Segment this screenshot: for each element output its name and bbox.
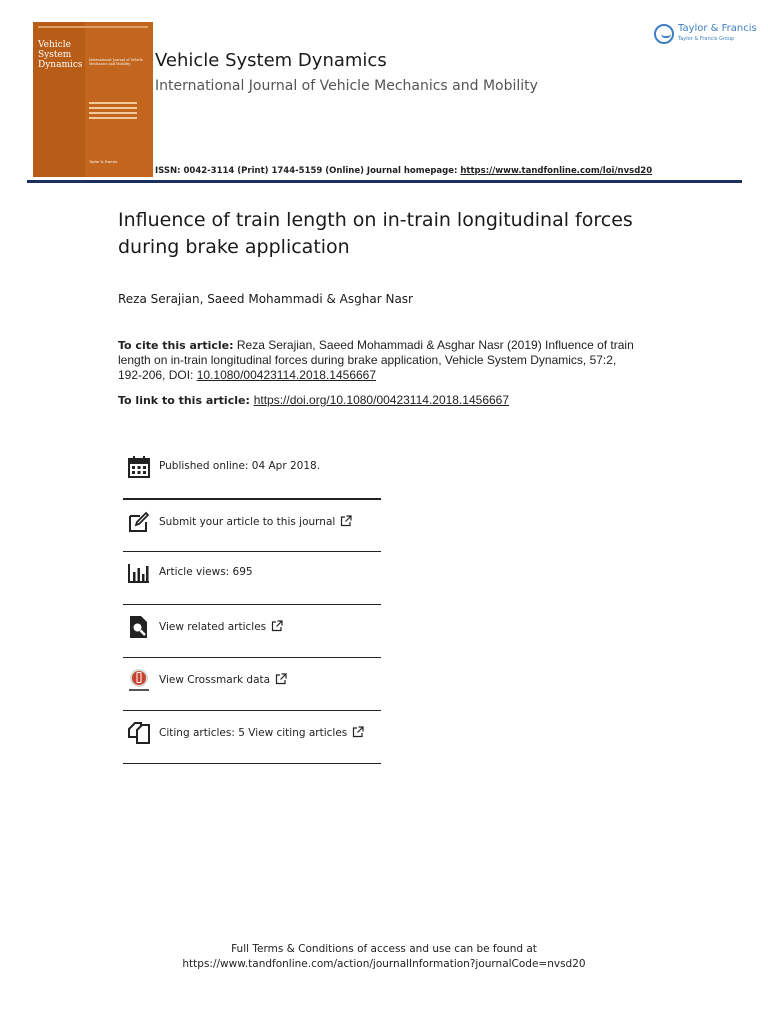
- journal-cover-image: [33, 22, 153, 177]
- article-views-row: [123, 547, 381, 599]
- footer-terms-link[interactable]: https://www.tandfonline.com/action/journalInformation?journalCode=nvsd20: [182, 958, 586, 970]
- link-label: To link to this article:: [118, 394, 254, 407]
- citation-label: To cite this article:: [118, 339, 234, 352]
- search-document-icon: [127, 615, 151, 639]
- issn-line: [155, 166, 652, 176]
- footer-terms: [0, 942, 768, 972]
- view-related-articles-link[interactable]: View related articles: [159, 621, 267, 633]
- view-crossmark-link[interactable]: View Crossmark data: [159, 674, 271, 686]
- article-doi-link[interactable]: https://doi.org/10.1080/00423114.2018.1456667: [253, 393, 510, 407]
- issn-text: ISSN: 0042-3114 (Print) 1744-5159 (Online) Journal homepage:: [155, 166, 461, 176]
- journal-title: Vehicle System Dynamics: [155, 50, 387, 71]
- external-link-icon: [275, 673, 287, 685]
- citing-articles-row[interactable]: [123, 707, 381, 759]
- article-link-block: [118, 393, 678, 408]
- citation-block: [118, 338, 638, 383]
- journal-subtitle: International Journal of Vehicle Mechanics and Mobility: [155, 78, 538, 94]
- submit-article-link[interactable]: Submit your article to this journal: [159, 516, 336, 528]
- list-divider: [123, 763, 381, 764]
- cover-title: Vehicle System Dynamics: [38, 40, 83, 70]
- crossmark-row[interactable]: [123, 654, 381, 706]
- published-online-text: Published online: 04 Apr 2018.: [159, 460, 321, 472]
- citation-text: Reza Serajian, Saeed Mohammadi & Asghar Nasr (2019) Influence of train length on in-train longitudinal forces during brake application, Vehicle System Dynamics, 57:2, 192-206, DOI:: [118, 338, 634, 382]
- footer-terms-text: Full Terms & Conditions of access and use can be found at: [231, 943, 537, 955]
- journal-homepage-link[interactable]: https://www.tandfonline.com/loi/nvsd20: [460, 166, 653, 176]
- publisher-group: Taylor & Francis Group: [678, 36, 735, 42]
- cover-subtitle: International Journal of Vehicle Mechanics and Mobility: [89, 58, 143, 67]
- header-divider: [27, 180, 742, 183]
- submit-article-row[interactable]: [123, 496, 381, 548]
- citing-articles-icon: [127, 721, 151, 745]
- article-authors: Reza Serajian, Saeed Mohammadi & Asghar Nasr: [118, 292, 413, 306]
- external-link-icon: [352, 726, 364, 738]
- view-citing-articles-link[interactable]: Citing articles: 5 View citing articles: [159, 727, 348, 739]
- publisher-name: Taylor & Francis: [678, 23, 757, 34]
- bar-chart-icon: [127, 561, 151, 585]
- crossmark-icon: [127, 668, 151, 692]
- calendar-icon: [127, 455, 151, 479]
- article-title: Influence of train length on in-train longitudinal forces during brake application: [118, 209, 633, 258]
- citation-doi-link[interactable]: 10.1080/00423114.2018.1456667: [196, 368, 377, 382]
- edit-icon: [127, 510, 151, 534]
- cover-publisher-mark: Taylor & Francis: [89, 160, 118, 164]
- related-articles-row[interactable]: [123, 601, 381, 653]
- external-link-icon: [340, 515, 352, 527]
- article-views-text: Article views: 695: [159, 566, 253, 578]
- published-online-row: [123, 441, 381, 493]
- taylor-francis-logo-icon: [654, 24, 674, 44]
- taylor-francis-logo[interactable]: [654, 22, 757, 48]
- external-link-icon: [271, 620, 283, 632]
